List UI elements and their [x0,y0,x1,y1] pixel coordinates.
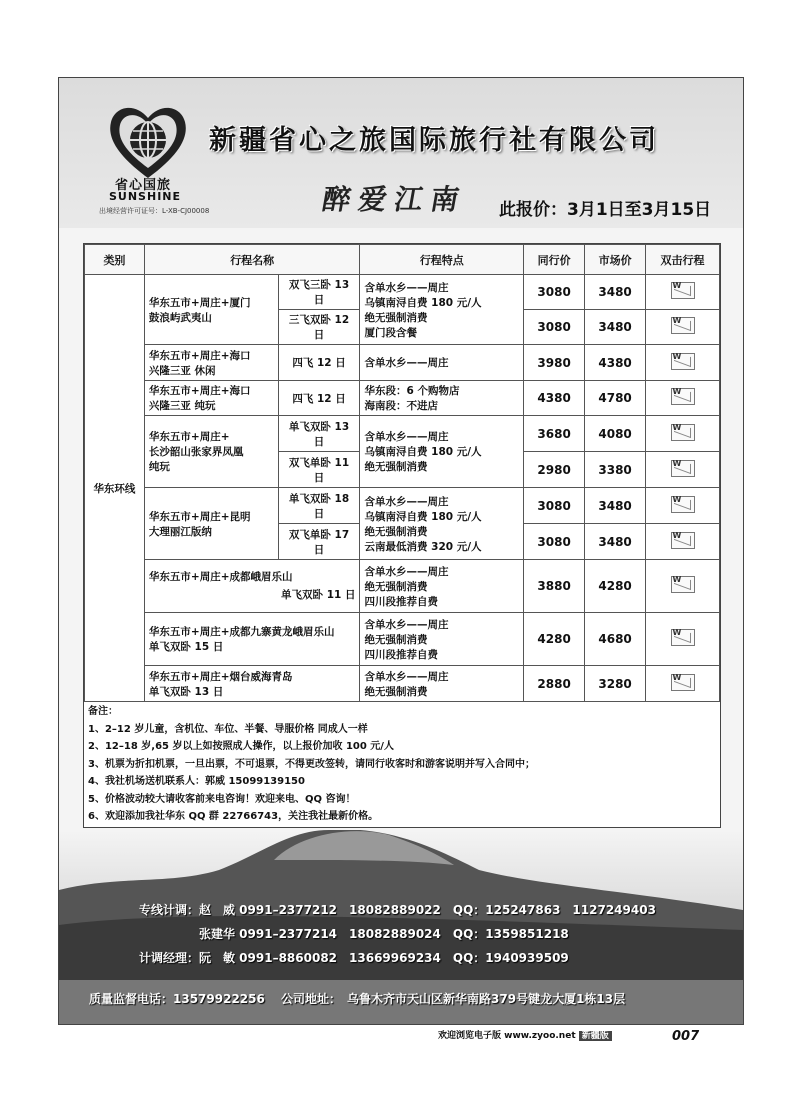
notes-title: 备注： [88,706,118,717]
header-category: 类别 [85,245,145,275]
note-item: 2、12–18 岁,65 岁以上如按照成人操作，以上报价加收 100 元/人 [88,741,394,752]
route-name-cell: 华东五市+周庄+海口 兴隆三亚 纯玩 [144,381,278,416]
peer-price-cell: 3080 [524,488,585,524]
contact-line: 计调经理：阮 敏 0991–8860082 13669969234 QQ：1940939509 [139,951,569,965]
table-row [85,666,720,702]
word-mail-icon[interactable] [671,388,695,405]
features-cell: 含单水乡——周庄 绝无强制消费 四川段推荐自费 [360,613,524,666]
peer-price-cell: 3680 [524,416,585,452]
route-option-cell: 双飞单卧 17 日 [278,524,360,560]
category-cell: 华东环线 [85,275,145,702]
features-cell: 含单水乡——周庄 乌镇南浔自费 180 元/人 绝无强制消费 厦门段含餐 [360,275,524,345]
note-item: 1、2–12 岁儿童，含机位、车位、半餐、导服价格 同成人一样 [88,723,368,735]
brochure-page [58,77,744,1025]
table-row [85,613,720,666]
itinerary-cell [646,524,720,560]
word-letter: W [672,458,682,468]
header [59,78,743,228]
header-route: 行程名称 [144,245,360,275]
market-price-cell: 4380 [585,345,646,381]
route-option-cell: 四飞 12 日 [278,381,360,416]
itinerary-cell [646,560,720,613]
route-name-cell [144,560,360,613]
features-cell: 含单水乡——周庄 绝无强制消费 四川段推荐自费 [360,560,524,613]
peer-price-cell: 3980 [524,345,585,381]
logo-chinese-name: 省心国旅 [115,178,172,193]
word-letter: W [672,387,682,396]
table-row [85,381,720,416]
word-mail-icon[interactable] [671,496,695,513]
contact-line: 张建华 0991–2377214 18082889024 QQ：1359851218 [139,927,569,941]
bottom-bar [438,1028,612,1041]
peer-price-cell: 3080 [524,310,585,345]
price-table-box [83,243,721,828]
peer-price-cell: 4380 [524,381,585,416]
heart-globe-icon [103,96,193,186]
word-mail-icon[interactable] [671,424,695,441]
license-number: 出境经营许可证号：L-XB-CJ00008 [99,207,210,215]
word-mail-icon[interactable] [671,629,695,646]
price-period: 此报价：3月1日至3月15日 [499,200,712,220]
route-option-cell: 双飞三卧 13 日 [278,275,360,310]
word-mail-icon[interactable] [671,674,695,691]
peer-price-cell: 3080 [524,275,585,310]
peer-price-cell: 2880 [524,666,585,702]
table-row [85,275,720,310]
market-price-cell: 3380 [585,452,646,488]
page-number: 007 [672,1029,700,1044]
slogan: 醉爱江南 [319,183,470,216]
table-row [85,345,720,381]
market-price-cell: 3480 [585,488,646,524]
word-mail-icon[interactable] [671,576,695,593]
word-letter: W [672,351,682,361]
route-option-cell: 双飞单卧 11 日 [278,452,360,488]
word-letter: W [672,575,682,584]
note-item: 4、我社机场送机联系人：郭威 15099139150 [88,776,305,787]
header-features: 行程特点 [360,245,524,275]
market-price-cell: 3480 [585,524,646,560]
word-mail-icon[interactable] [671,353,695,370]
itinerary-cell [646,416,720,452]
peer-price-cell: 3880 [524,560,585,613]
itinerary-cell [646,275,720,310]
word-letter: W [672,316,682,325]
route-name-cell: 华东五市+周庄+厦门 鼓浪屿武夷山 [144,275,278,345]
price-table [84,244,720,702]
market-price-cell: 4680 [585,613,646,666]
edition-label: 新疆版 [579,1031,612,1041]
market-price-cell: 3480 [585,275,646,310]
word-letter: W [672,672,682,682]
word-mail-icon[interactable] [671,317,695,334]
table-header-row [85,245,720,275]
itinerary-cell [646,666,720,702]
note-item: 5、价格波动较大请收客前来电咨询！欢迎来电、QQ 咨询！ [88,793,356,805]
route-option-cell: 三飞双卧 12 日 [278,310,360,345]
route-name-cell: 华东五市+周庄+成都九寨黄龙峨眉乐山 单飞双卧 15 日 [144,613,360,666]
route-option-cell: 四飞 12 日 [278,345,360,381]
route-name-cell: 华东五市+周庄+昆明 大理丽江版纳 [144,488,278,560]
market-price-cell: 4280 [585,560,646,613]
word-letter: W [672,281,682,290]
website-text[interactable]: 欢迎浏览电子版 www.zyoo.net [438,1031,576,1041]
header-peer-price: 同行价 [524,245,585,275]
word-letter: W [672,494,682,504]
word-letter: W [672,530,682,540]
features-cell: 含单水乡——周庄 乌镇南浔自费 180 元/人 绝无强制消费 [360,416,524,488]
header-itinerary: 双击行程 [646,245,720,275]
itinerary-cell [646,488,720,524]
word-letter: W [672,422,682,432]
route-name-cell: 华东五市+周庄+ 长沙韶山张家界凤凰 纯玩 [144,416,278,488]
route-name-cell: 华东五市+周庄+海口 兴隆三亚 休闲 [144,345,278,381]
table-row [85,416,720,452]
itinerary-cell [646,310,720,345]
features-cell: 含单水乡——周庄 [360,345,524,381]
footer-info: 质量监督电话：13579922256 公司地址： 乌鲁木齐市天山区新华南路379号键龙大厦1栋13层 [89,992,626,1006]
route-option-cell: 单飞双卧 18 日 [278,488,360,524]
itinerary-cell [646,613,720,666]
features-cell: 含单水乡——周庄 绝无强制消费 [360,666,524,702]
features-cell: 华东段：6 个购物店 海南段：不进店 [360,381,524,416]
peer-price-cell: 3080 [524,524,585,560]
route-option-cell: 单飞双卧 13 日 [278,416,360,452]
market-price-cell: 3480 [585,310,646,345]
table-row [85,488,720,524]
notes [88,703,708,826]
logo-english-name: SUNSHINE [109,190,182,203]
word-mail-icon[interactable] [671,532,695,549]
header-market-price: 市场价 [585,245,646,275]
features-cell: 含单水乡——周庄 乌镇南浔自费 180 元/人 绝无强制消费 云南最低消费 320 元/人 [360,488,524,560]
contacts [139,898,656,970]
contact-line: 专线计调：赵 威 0991–2377212 18082889022 QQ：125247863 1127249403 [139,903,656,917]
itinerary-cell [646,381,720,416]
word-mail-icon[interactable] [671,282,695,299]
market-price-cell: 3280 [585,666,646,702]
route-name-cell: 华东五市+周庄+烟台威海青岛 单飞双卧 13 日 [144,666,360,702]
company-name: 新疆省心之旅国际旅行社有限公司 [209,125,659,156]
route-option: 单飞双卧 11 日 [281,589,356,601]
peer-price-cell: 2980 [524,452,585,488]
word-mail-icon[interactable] [671,460,695,477]
note-item: 3、机票为折扣机票，一旦出票，不可退票，不得更改签转，请同行收客时和游客说明并写入合同中； [88,758,535,770]
itinerary-cell [646,345,720,381]
note-item: 6、欢迎添加我社华东 QQ 群 22766743，关注我社最新价格。 [88,811,379,822]
itinerary-cell [646,452,720,488]
peer-price-cell: 4280 [524,613,585,666]
table-row [85,560,720,613]
market-price-cell: 4080 [585,416,646,452]
route-name: 华东五市+周庄+成都峨眉乐山 [148,571,293,583]
word-letter: W [672,628,682,637]
market-price-cell: 4780 [585,381,646,416]
